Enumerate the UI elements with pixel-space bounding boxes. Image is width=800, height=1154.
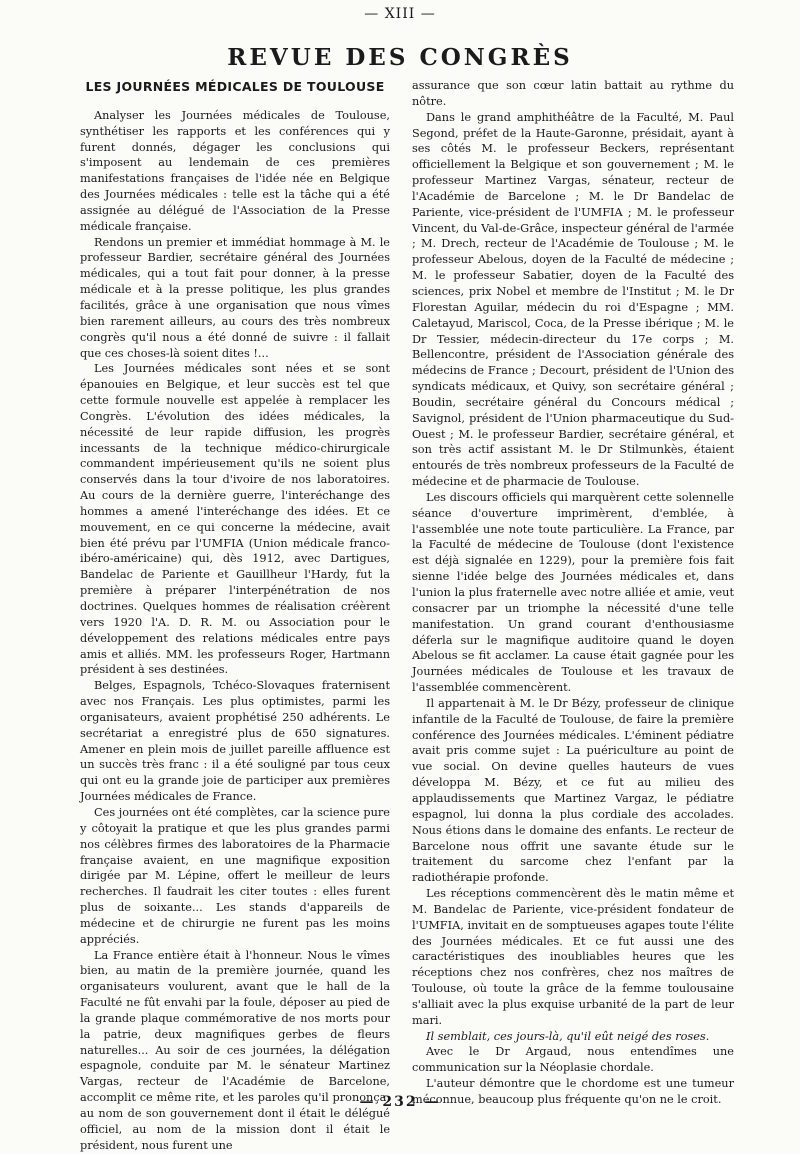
paragraph: Il appartenait à M. le Dr Bézy, professeur de clinique infantile de la Faculté de Toulouse, de faire la première conférence des Journées médicales. L'éminent pédiatre avait pris comme sujet : La puériculture au point de vue social. On devine quelles hauteurs de vues développa M. Bézy, et ce fut au milieu des applaudissements que Martinez Vargaz, le pédiatre espagnol, lui donna la plus cordiale des accolades. Nous étions dans le domaine des enfants. Le recteur de Barcelone nous offrit une savante étude sur le traitement du sarcome chez l'enfant par la radiothérapie profonde. <box>412 696 734 885</box>
paragraph: Rendons un premier et immédiat hommage à M. le professeur Bardier, secrétaire général des Journées médicales, qui a tout fait pour donner, à la presse médicale et à la presse politique, les plus grandes facilités, grâce à une organisation que nous vîmes bien rarement ailleurs, au cours des très nombreux congrès qu'il nous a été donné de suivre : il fallait que ces choses-là soient dites !... <box>80 235 390 360</box>
paragraph: Les discours officiels qui marquèrent cette solennelle séance d'ouverture imprimèrent, d'emblée, à l'assemblée une note toute particulière. La France, par la Faculté de médecine de Toulouse (dont l'existence est déjà signalée en 1229), pour la première fois fait sienne l'idée belge des Journées médicales et, dans l'union la plus fraternelle avec notre alliée et amie, veut consacrer par un triomphe la nécessité d'une telle manifestation. Un grand courant d'enthousiasme déferla sur le magnifique auditoire quand le doyen Abelous se fit acclamer. La cause était gagnée pour les Journées médicales de Toulouse et les travaux de l'assemblée commencèrent. <box>412 490 734 695</box>
paragraph: La France entière était à l'honneur. Nous le vîmes bien, au matin de la première journée, quand les organisateurs voulurent, avant que le hall de la Faculté ne fût envahi par la foule, déposer au pied de la grande plaque commémorative de nos morts pour la patrie, deux magnifiques gerbes de fleurs naturelles... Au soir de ces journées, la délégation espagnole, conduite par M. le sénateur Martinez Vargas, recteur de l'Académie de Barcelone, accomplit ce même rite, et les paroles qu'il prononça, au nom de son gouvernement dont il était le délégué officiel, au nom de la mission dont il était le président, nous furent une <box>80 948 390 1152</box>
section-title: REVUE DES CONGRÈS <box>227 44 573 71</box>
paragraph: L'auteur démontre que le chordome est une tumeur méconnue, beaucoup plus fréquente qu'on ne le croit. <box>412 1077 734 1106</box>
paragraph: Belges, Espagnols, Tchéco-Slovaques fraternisent avec nos Français. Les plus optimistes, parmi les organisateurs, avaient prophétisé 250 adhérents. Le secrétariat a enregistré plus de 650 signatures. Amener en plein mois de juillet pareille affluence est un succès très franc : il a été souligné par tous ceux qui ont eu la grande joie de participer aux premières Journées médicales de France. <box>80 679 390 804</box>
folio-header: — XIII — <box>364 6 436 22</box>
paragraph: Ces journées ont été complètes, car la science pure y côtoyait la pratique et que les plus grandes parmi nos célèbres firmes des laboratoires de la Pharmacie française avaient, en une magnifique exposition dirigée par M. Lépine, offert le meilleur de leurs recherches. Il faudrait les citer toutes : elles furent plus de soixante... Les stands d'appareils de médecine et de chirurgie ne furent pas les moins appréciés. <box>80 805 390 946</box>
paragraph: Dans le grand amphithéâtre de la Faculté, M. Paul Segond, préfet de la Haute-Garonne, présidait, ayant à ses côtés M. le professeur Beckers, représentant officiellement la Belgique et son gouvernement ; M. le professeur Martinez Vargas, sénateur, recteur de l'Académie de Barcelone ; M. le Dr Bandelac de Pariente, vice-président de l'UMFIA ; M. le professeur Vincent, du Val-de-Grâce, inspecteur général de l'armée ; M. Drech, recteur de l'Académie de Toulouse ; M. le professeur Abelous, doyen de la Faculté de médecine ; M. le professeur Sabatier, doyen de la Faculté des sciences, prix Nobel et membre de l'Institut ; M. le Dr Florestan Aguilar, médecin du roi d'Espagne ; MM. Caletayud, Mariscol, Coca, de la Presse ibérique ; M. le Dr Tessier, médecin-directeur du 17e corps ; M. Bellencontre, président de l'Association générale des médecins de France ; Decourt, président de l'Union des syndicats médicaux, et Quivy, son secrétaire général ; Boudin, secrétaire général du Concours médical ; Savignol, président de l'Union pharmaceutique du Sud-Ouest ; M. le professeur Bardier, secrétaire général, et son très actif assistant M. le Dr Stilmunkès, étaient entourés de très nombreux professeurs de la Faculté de médecine et de pharmacie de Toulouse. <box>412 110 734 489</box>
paragraph-continuation: assurance que son cœur latin battait au rythme du nôtre. <box>412 79 734 108</box>
paragraph: Avec le Dr Argaud, nous entendîmes une communication sur la Néoplasie chordale. <box>412 1045 734 1075</box>
paragraph: Analyser les Journées médicales de Toulouse, synthétiser les rapports et les conférences qui y furent donnés, dégager les conclusions qui s'imposent au lendemain de ces premières manifestations françaises de l'idée née en Belgique des Journées médicales : telle est la tâche qui a été assignée au délégué de l'Association de la Presse médicale française. <box>80 108 390 233</box>
italic-quote: Il semblait, ces jours-là, qu'il eût neigé des roses. <box>426 1029 710 1043</box>
article-title: LES JOURNÉES MÉDICALES DE TOULOUSE <box>85 79 385 94</box>
right-column <box>412 78 734 1108</box>
paragraph: Les Journées médicales sont nées et se sont épanouies en Belgique, et leur succès est tel que cette formule nouvelle est appelée à remplacer les Congrès. L'évolution des idées médicales, la nécessité de leur rapide diffusion, les progrès incessants de la technique médico-chirurgicale commandent impérieusement qu'ils ne soient plus conservés dans la tour d'ivoire de nos laboratoires. Au cours de la dernière guerre, l'interéchange des hommes a amené l'interéchange des idées. Et ce mouvement, en ce qui concerne la médecine, avait bien été prévu par l'UMFIA (Union médicale franco-ibéro-américaine) qui, dès 1912, avec Dartigues, Bandelac de Pariente et Gauillheur l'Hardy, fut la première à préparer l'interpénétration de nos doctrines. Quelques hommes de réalisation créèrent vers 1920 l'A. D. R. M. ou Association pour le développement des relations médicales entre pays amis et alliés. MM. les professeurs Roger, Hartmann président à ses destinées. <box>80 362 390 677</box>
paragraph: Les réceptions commencèrent dès le matin même et M. Bandelac de Pariente, vice-président fondateur de l'UMFIA, invitait en de somptueuses agapes toute l'élite des Journées médicales. Et ce fut aussi une des caractéristiques des inoubliables heures que les réceptions chez nos confrères, chez nos maîtres de Toulouse, où toute la grâce de la femme toulousaine s'alliait avec la plus exquise urbanité de la part de leur mari. <box>412 887 734 1027</box>
page-number: — 232 — <box>359 1094 441 1110</box>
left-column <box>80 78 390 1154</box>
